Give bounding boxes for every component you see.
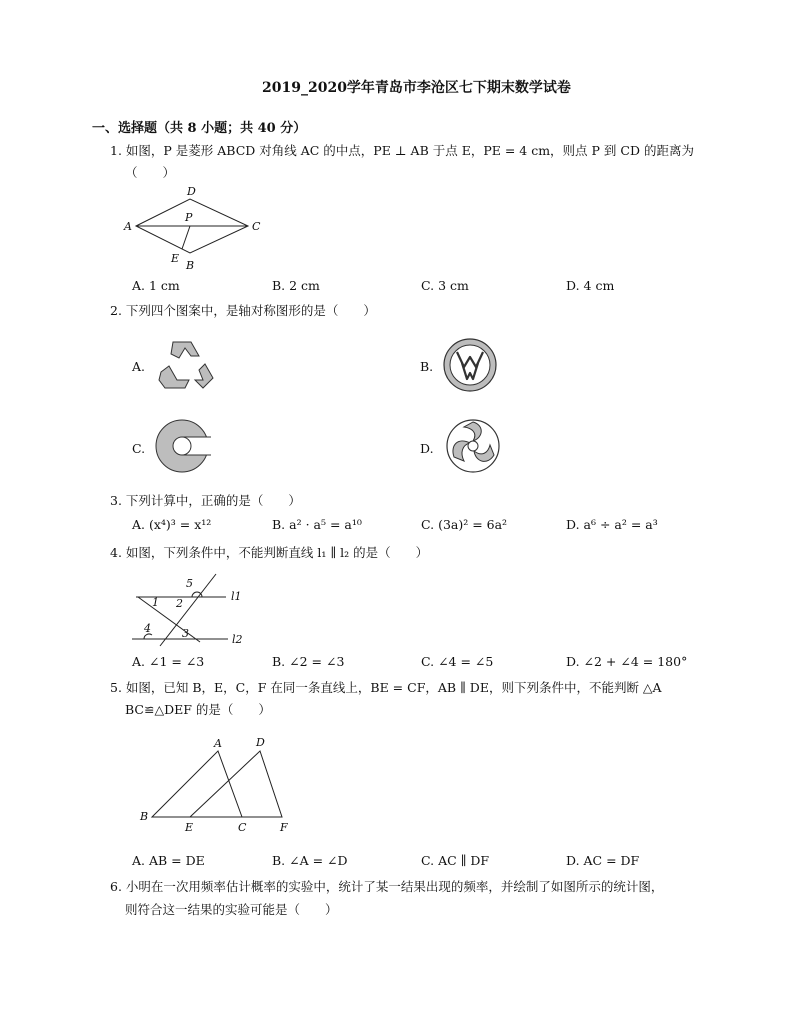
- question-1-paren: （ ）: [125, 165, 176, 180]
- label-b: B: [186, 259, 195, 272]
- question-6-text-cont: 则符合这一结果的实验可能是（ ）: [125, 902, 338, 917]
- vw-logo-icon: [442, 337, 498, 393]
- label-p: P: [185, 211, 193, 224]
- question-3-text: 3. 下列计算中，正确的是（ ）: [110, 493, 301, 508]
- label-e: E: [171, 252, 180, 265]
- q4-option-c[interactable]: C. ∠4 = ∠5: [421, 654, 494, 669]
- segment-pe: [182, 226, 190, 249]
- angle-label-3: 3: [182, 627, 189, 640]
- label-e: E: [185, 821, 194, 834]
- triangles-figure: [134, 732, 304, 838]
- question-5-text-cont: BC≌△DEF 的是（ ）: [125, 702, 271, 717]
- q4-option-d[interactable]: D. ∠2 + ∠4 = 180°: [566, 654, 688, 669]
- page-title: 2019_2020学年青岛市李沧区七下期末数学试卷: [262, 80, 571, 96]
- angle-label-4: 4: [144, 622, 151, 635]
- label-c: C: [252, 220, 261, 233]
- q5-option-d[interactable]: D. AC = DF: [566, 853, 640, 868]
- q5-option-c[interactable]: C. AC ∥ DF: [421, 853, 490, 868]
- q1-option-d[interactable]: D. 4 cm: [566, 278, 615, 293]
- line-label-l1: l1: [231, 590, 242, 603]
- q3-option-a[interactable]: A. (x⁴)³ = x¹²: [132, 517, 212, 532]
- q1-option-c[interactable]: C. 3 cm: [421, 278, 469, 293]
- q5-option-b[interactable]: B. ∠A = ∠D: [272, 853, 348, 868]
- triangle-abc: [152, 751, 242, 817]
- label-d: D: [256, 736, 265, 749]
- angle-label-2: 2: [176, 597, 183, 610]
- q1-option-b[interactable]: B. 2 cm: [272, 278, 320, 293]
- question-2-text: 2. 下列四个图案中，是轴对称图形的是（ ）: [110, 303, 376, 318]
- label-b: B: [140, 810, 149, 823]
- label-c: C: [238, 821, 247, 834]
- rhombus-figure: [120, 182, 270, 274]
- q4-option-a[interactable]: A. ∠1 = ∠3: [132, 654, 205, 669]
- label-a: A: [214, 737, 222, 750]
- q1-option-a[interactable]: A. 1 cm: [132, 278, 180, 293]
- q3-option-c[interactable]: C. (3a)² = 6a²: [421, 517, 508, 532]
- q3-option-b[interactable]: B. a² · a⁵ = a¹⁰: [272, 517, 362, 532]
- q2-option-c[interactable]: C.: [132, 441, 146, 456]
- angle-label-1: 1: [152, 596, 159, 609]
- q3-option-d[interactable]: D. a⁶ ÷ a² = a³: [566, 517, 658, 532]
- angle-label-5: 5: [186, 577, 193, 590]
- q2-option-b[interactable]: B.: [420, 359, 434, 374]
- section-heading: 一、选择题（共 8 小题；共 40 分）: [92, 121, 307, 136]
- question-5-text: 5. 如图，已知 B，E，C，F 在同一条直线上，BE = CF，AB ∥ DE，则下列条件中，不能判断 △A: [110, 680, 662, 695]
- q4-option-b[interactable]: B. ∠2 = ∠3: [272, 654, 345, 669]
- q2-option-d[interactable]: D.: [420, 441, 434, 456]
- label-a: A: [124, 220, 132, 233]
- c-shape-icon: [153, 417, 211, 475]
- transversal-b: [138, 597, 200, 642]
- question-4-text: 4. 如图，下列条件中，不能判断直线 l₁ ∥ l₂ 的是（ ）: [110, 545, 429, 560]
- label-f: F: [280, 821, 288, 834]
- swirl-circle-icon: [444, 417, 502, 475]
- question-6-text: 6. 小明在一次用频率估计概率的实验中，统计了某一结果出现的频率，并绘制了如图所示的统计图，: [110, 879, 664, 894]
- line-label-l2: l2: [232, 633, 243, 646]
- triangle-def: [190, 751, 282, 817]
- question-1-text: 1. 如图，P 是菱形 ABCD 对角线 AC 的中点，PE ⊥ AB 于点 E，PE = 4 cm，则点 P 到 CD 的距离为: [110, 143, 694, 158]
- label-d: D: [187, 185, 196, 198]
- q2-option-a[interactable]: A.: [132, 359, 146, 374]
- q5-option-a[interactable]: A. AB = DE: [132, 853, 205, 868]
- recycle-arrows-icon: [155, 336, 215, 392]
- parallel-lines-figure: [126, 568, 256, 650]
